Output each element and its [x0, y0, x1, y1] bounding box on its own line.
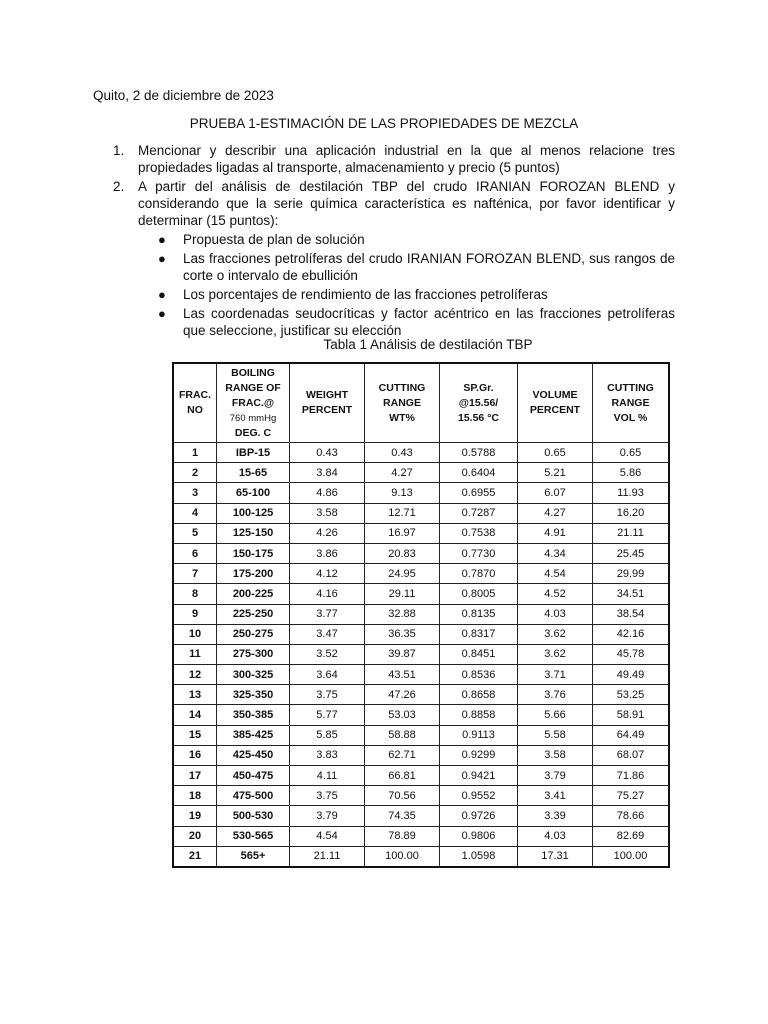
cutting-wt-cell: 43.51 — [365, 665, 440, 685]
cutting-vol-cell: 49.49 — [593, 665, 670, 685]
weight-percent-cell: 3.77 — [290, 604, 365, 624]
table-body — [173, 443, 669, 867]
boiling-range-cell: 125-150 — [217, 523, 290, 543]
cutting-wt-cell: 9.13 — [365, 483, 440, 503]
frac-number-cell: 21 — [173, 846, 217, 867]
weight-percent-cell: 5.85 — [290, 725, 365, 745]
boiling-range-cell: 200-225 — [217, 584, 290, 604]
cutting-vol-cell: 16.20 — [593, 503, 670, 523]
specific-gravity-cell: 0.7870 — [440, 564, 518, 584]
cutting-wt-cell: 39.87 — [365, 644, 440, 664]
weight-percent-cell: 0.43 — [290, 443, 365, 463]
frac-number-cell: 10 — [173, 624, 217, 644]
volume-percent-cell: 5.21 — [518, 463, 593, 483]
boiling-range-cell: 450-475 — [217, 766, 290, 786]
table-row — [173, 543, 669, 563]
frac-number-cell: 13 — [173, 685, 217, 705]
frac-number-cell: 1 — [173, 443, 217, 463]
specific-gravity-cell: 0.6955 — [440, 483, 518, 503]
weight-percent-cell: 4.86 — [290, 483, 365, 503]
volume-percent-cell: 4.34 — [518, 543, 593, 563]
volume-percent-cell: 3.58 — [518, 745, 593, 765]
specific-gravity-cell: 0.8451 — [440, 644, 518, 664]
cutting-wt-cell: 78.89 — [365, 826, 440, 846]
task-bullet-list — [138, 231, 675, 339]
cutting-vol-cell: 53.25 — [593, 685, 670, 705]
cutting-vol-cell: 25.45 — [593, 543, 670, 563]
boiling-range-cell: 565+ — [217, 846, 290, 867]
cutting-wt-cell: 100.00 — [365, 846, 440, 867]
document-title: PRUEBA 1-ESTIMACIÓN DE LAS PROPIEDADES DE MEZCLA — [189, 116, 579, 131]
boiling-range-cell: 100-125 — [217, 503, 290, 523]
cutting-vol-cell: 42.16 — [593, 624, 670, 644]
header-boiling-range: BOILING RANGE OF FRAC.@ 760 mmHg DEG. C — [217, 363, 290, 443]
boiling-range-cell: 530-565 — [217, 826, 290, 846]
table-row — [173, 564, 669, 584]
cutting-vol-cell: 45.78 — [593, 644, 670, 664]
cutting-vol-cell: 38.54 — [593, 604, 670, 624]
table-row — [173, 523, 669, 543]
table-row — [173, 443, 669, 463]
cutting-wt-cell: 24.95 — [365, 564, 440, 584]
boiling-range-cell: 350-385 — [217, 705, 290, 725]
cutting-vol-cell: 78.66 — [593, 806, 670, 826]
weight-percent-cell: 3.58 — [290, 503, 365, 523]
table-row — [173, 806, 669, 826]
table-row — [173, 766, 669, 786]
cutting-vol-cell: 11.93 — [593, 483, 670, 503]
weight-percent-cell: 3.75 — [290, 786, 365, 806]
boiling-range-cell: 150-175 — [217, 543, 290, 563]
weight-percent-cell: 5.77 — [290, 705, 365, 725]
bullet-icon: ● — [158, 306, 166, 321]
weight-percent-cell: 3.64 — [290, 665, 365, 685]
volume-percent-cell: 6.07 — [518, 483, 593, 503]
cutting-wt-cell: 47.26 — [365, 685, 440, 705]
frac-number-cell: 20 — [173, 826, 217, 846]
volume-percent-cell: 4.03 — [518, 604, 593, 624]
frac-number-cell: 14 — [173, 705, 217, 725]
specific-gravity-cell: 0.9299 — [440, 745, 518, 765]
cutting-wt-cell: 0.43 — [365, 443, 440, 463]
table-row — [173, 644, 669, 664]
header-specific-gravity: SP.Gr. @15.56/ 15.56 °C — [440, 363, 518, 443]
task-text: Los porcentajes de rendimiento de las fracciones petrolíferas — [183, 287, 548, 302]
weight-percent-cell: 3.83 — [290, 745, 365, 765]
cutting-wt-cell: 4.27 — [365, 463, 440, 483]
weight-percent-cell: 4.11 — [290, 766, 365, 786]
volume-percent-cell: 3.79 — [518, 766, 593, 786]
table-row — [173, 786, 669, 806]
volume-percent-cell: 4.54 — [518, 564, 593, 584]
cutting-wt-cell: 58.88 — [365, 725, 440, 745]
table-row — [173, 705, 669, 725]
table-row — [173, 685, 669, 705]
task-text: Las coordenadas seudocríticas y factor acéntrico en las fracciones petrolíferas que seleccione, justificar su elección — [183, 306, 675, 338]
table-row — [173, 503, 669, 523]
frac-number-cell: 9 — [173, 604, 217, 624]
volume-percent-cell: 4.03 — [518, 826, 593, 846]
volume-percent-cell: 17.31 — [518, 846, 593, 867]
specific-gravity-cell: 0.8536 — [440, 665, 518, 685]
cutting-wt-cell: 12.71 — [365, 503, 440, 523]
boiling-range-cell: 225-250 — [217, 604, 290, 624]
cutting-vol-cell: 71.86 — [593, 766, 670, 786]
specific-gravity-cell: 0.7287 — [440, 503, 518, 523]
specific-gravity-cell: 0.8317 — [440, 624, 518, 644]
task-text: Propuesta de plan de solución — [183, 232, 365, 247]
frac-number-cell: 4 — [173, 503, 217, 523]
frac-number-cell: 16 — [173, 745, 217, 765]
cutting-wt-cell: 36.35 — [365, 624, 440, 644]
task-bullet-item — [138, 231, 675, 248]
boiling-range-cell: 275-300 — [217, 644, 290, 664]
volume-percent-cell: 5.58 — [518, 725, 593, 745]
task-bullet-item — [138, 250, 675, 284]
question-item — [93, 178, 675, 339]
boiling-range-cell: 385-425 — [217, 725, 290, 745]
volume-percent-cell: 3.71 — [518, 665, 593, 685]
tbp-table-container — [172, 362, 670, 868]
table-row — [173, 665, 669, 685]
task-bullet-item — [138, 286, 675, 303]
question-list — [93, 142, 675, 341]
boiling-range-cell: 300-325 — [217, 665, 290, 685]
boiling-range-cell: IBP-15 — [217, 443, 290, 463]
volume-percent-cell: 4.27 — [518, 503, 593, 523]
cutting-wt-cell: 16.97 — [365, 523, 440, 543]
specific-gravity-cell: 0.9113 — [440, 725, 518, 745]
table-row — [173, 624, 669, 644]
boiling-range-cell: 65-100 — [217, 483, 290, 503]
specific-gravity-cell: 0.8858 — [440, 705, 518, 725]
table-row — [173, 463, 669, 483]
cutting-vol-cell: 29.99 — [593, 564, 670, 584]
frac-number-cell: 18 — [173, 786, 217, 806]
specific-gravity-cell: 0.9552 — [440, 786, 518, 806]
bullet-icon: ● — [158, 287, 166, 302]
frac-number-cell: 6 — [173, 543, 217, 563]
cutting-vol-cell: 68.07 — [593, 745, 670, 765]
volume-percent-cell: 3.76 — [518, 685, 593, 705]
cutting-wt-cell: 32.88 — [365, 604, 440, 624]
question-text: A partir del análisis de destilación TBP del crudo IRANIAN FOROZAN BLEND y considerando que la serie química característica es nafténica, por favor identificar y determinar (15 puntos): — [138, 179, 675, 228]
frac-number-cell: 5 — [173, 523, 217, 543]
header-cutting-range-wt: CUTTING RANGE WT% — [365, 363, 440, 443]
cutting-vol-cell: 58.91 — [593, 705, 670, 725]
weight-percent-cell: 3.84 — [290, 463, 365, 483]
boiling-range-cell: 15-65 — [217, 463, 290, 483]
table-header-row — [173, 363, 669, 443]
volume-percent-cell: 3.41 — [518, 786, 593, 806]
volume-percent-cell: 3.39 — [518, 806, 593, 826]
cutting-vol-cell: 21.11 — [593, 523, 670, 543]
task-text: Las fracciones petrolíferas del crudo IRANIAN FOROZAN BLEND, sus rangos de corte o intervalo de ebullición — [183, 251, 675, 283]
question-text: Mencionar y describir una aplicación industrial en la que al menos relacione tres propiedades ligadas al transporte, almacenamiento y precio (5 puntos) — [138, 143, 675, 175]
weight-percent-cell: 3.52 — [290, 644, 365, 664]
bullet-icon: ● — [158, 251, 166, 266]
volume-percent-cell: 3.62 — [518, 644, 593, 664]
header-volume-percent: VOLUME PERCENT — [518, 363, 593, 443]
cutting-vol-cell: 64.49 — [593, 725, 670, 745]
cutting-wt-cell: 20.83 — [365, 543, 440, 563]
boiling-range-cell: 250-275 — [217, 624, 290, 644]
weight-percent-cell: 4.12 — [290, 564, 365, 584]
volume-percent-cell: 4.91 — [518, 523, 593, 543]
specific-gravity-cell: 0.7538 — [440, 523, 518, 543]
tbp-distillation-table — [172, 362, 670, 868]
table-row — [173, 483, 669, 503]
frac-number-cell: 2 — [173, 463, 217, 483]
specific-gravity-cell: 0.8135 — [440, 604, 518, 624]
cutting-vol-cell: 75.27 — [593, 786, 670, 806]
specific-gravity-cell: 0.9726 — [440, 806, 518, 826]
weight-percent-cell: 3.75 — [290, 685, 365, 705]
volume-percent-cell: 0.65 — [518, 443, 593, 463]
specific-gravity-cell: 0.9421 — [440, 766, 518, 786]
weight-percent-cell: 4.16 — [290, 584, 365, 604]
header-frac-no: FRAC. NO — [173, 363, 217, 443]
cutting-wt-cell: 53.03 — [365, 705, 440, 725]
boiling-range-cell: 175-200 — [217, 564, 290, 584]
specific-gravity-cell: 0.5788 — [440, 443, 518, 463]
volume-percent-cell: 3.62 — [518, 624, 593, 644]
document-date: Quito, 2 de diciembre de 2023 — [93, 88, 274, 103]
frac-number-cell: 8 — [173, 584, 217, 604]
table-row — [173, 584, 669, 604]
frac-number-cell: 7 — [173, 564, 217, 584]
weight-percent-cell: 4.26 — [290, 523, 365, 543]
frac-number-cell: 19 — [173, 806, 217, 826]
volume-percent-cell: 4.52 — [518, 584, 593, 604]
table-row — [173, 604, 669, 624]
boiling-range-cell: 325-350 — [217, 685, 290, 705]
task-bullet-item — [138, 305, 675, 339]
weight-percent-cell: 21.11 — [290, 846, 365, 867]
frac-number-cell: 15 — [173, 725, 217, 745]
cutting-vol-cell: 5.86 — [593, 463, 670, 483]
boiling-range-cell: 475-500 — [217, 786, 290, 806]
cutting-wt-cell: 74.35 — [365, 806, 440, 826]
weight-percent-cell: 3.86 — [290, 543, 365, 563]
question-number: 1. — [113, 143, 125, 158]
header-cutting-range-vol: CUTTING RANGE VOL % — [593, 363, 670, 443]
bullet-icon: ● — [158, 232, 166, 247]
cutting-vol-cell: 82.69 — [593, 826, 670, 846]
table-caption: Tabla 1 Análisis de destilación TBP — [323, 337, 533, 352]
cutting-vol-cell: 34.51 — [593, 584, 670, 604]
table-row — [173, 826, 669, 846]
table-row — [173, 745, 669, 765]
specific-gravity-cell: 0.6404 — [440, 463, 518, 483]
specific-gravity-cell: 0.9806 — [440, 826, 518, 846]
table-row — [173, 725, 669, 745]
cutting-wt-cell: 29.11 — [365, 584, 440, 604]
question-item — [93, 142, 675, 176]
frac-number-cell: 3 — [173, 483, 217, 503]
cutting-wt-cell: 66.81 — [365, 766, 440, 786]
weight-percent-cell: 3.79 — [290, 806, 365, 826]
frac-number-cell: 11 — [173, 644, 217, 664]
table-row — [173, 846, 669, 867]
cutting-wt-cell: 70.56 — [365, 786, 440, 806]
cutting-vol-cell: 0.65 — [593, 443, 670, 463]
weight-percent-cell: 3.47 — [290, 624, 365, 644]
specific-gravity-cell: 0.8658 — [440, 685, 518, 705]
cutting-vol-cell: 100.00 — [593, 846, 670, 867]
frac-number-cell: 17 — [173, 766, 217, 786]
specific-gravity-cell: 0.7730 — [440, 543, 518, 563]
question-number: 2. — [113, 179, 125, 194]
header-weight-percent: WEIGHT PERCENT — [290, 363, 365, 443]
boiling-range-cell: 425-450 — [217, 745, 290, 765]
specific-gravity-cell: 0.8005 — [440, 584, 518, 604]
volume-percent-cell: 5.66 — [518, 705, 593, 725]
specific-gravity-cell: 1.0598 — [440, 846, 518, 867]
boiling-range-cell: 500-530 — [217, 806, 290, 826]
frac-number-cell: 12 — [173, 665, 217, 685]
weight-percent-cell: 4.54 — [290, 826, 365, 846]
cutting-wt-cell: 62.71 — [365, 745, 440, 765]
